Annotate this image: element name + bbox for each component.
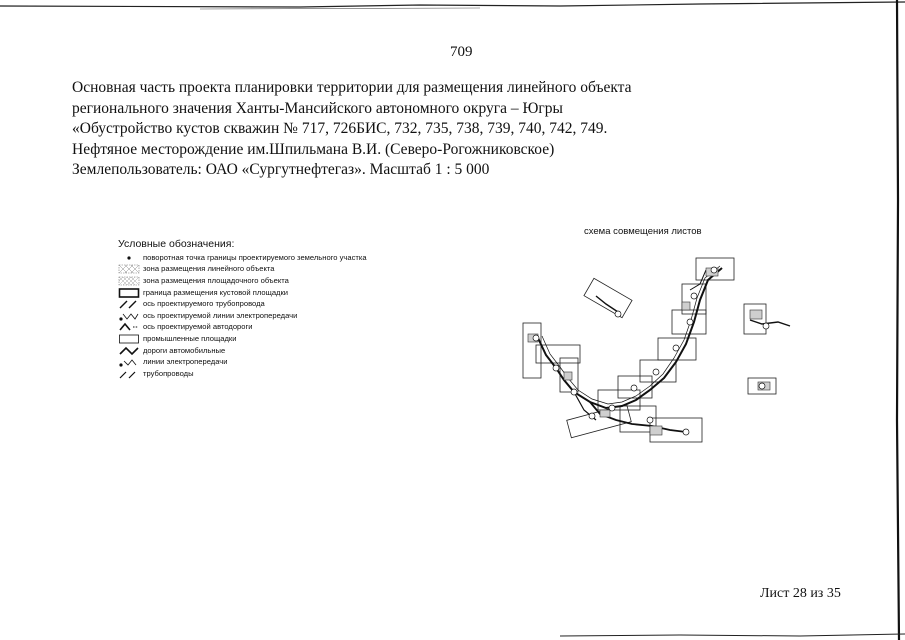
legend-item-label: зона размещения площадочного объекта [143,275,289,285]
crosshatch-zone-icon [118,276,140,286]
legend-item-label: поворотная точка границы проектируемого земельного участка [143,252,367,262]
legend-item [118,310,438,322]
heading-line: Землепользователь: ОАО «Сургутнефтегаз». Масштаб 1 : 5 000 [72,161,490,178]
hatch-zone-icon [118,264,140,274]
pipeline-icon [118,369,140,379]
legend-item-label: ось проектируемой линии электропередачи [143,310,298,320]
heading-line: регионального значения Ханты-Мансийского автономного округа – Югры [72,99,563,117]
legend-item-label: трубопроводы [143,368,194,378]
legend-item [118,333,438,345]
legend-item-label: ось проектируемого трубопровода [143,299,265,309]
powerline-icon [118,357,140,367]
scan-edge-top [0,0,905,14]
page-number: 709 [450,44,473,60]
scheme-title: схема совмещения листов [584,226,702,237]
industrial-site-icon [118,334,140,344]
powerline-axis-icon [118,311,140,321]
legend-item-label: зона размещения линейного объекта [143,264,275,274]
sheet-frame [584,278,632,317]
legend-item-label: линии электропередачи [143,357,228,367]
legend-item [118,252,438,264]
sheet-frame [523,323,541,378]
heading-line: Основная часть проекта планировки территории для размещения линейного объекта [72,79,632,96]
road-axis-icon [118,322,140,332]
legend-item [118,345,438,357]
legend-title: Условные обозначения: [118,238,235,250]
legend-item [118,264,438,276]
legend-item [118,322,438,334]
legend-item [118,356,438,368]
dot-icon [118,253,140,263]
legend-item-label: промышленные площадки [143,333,237,343]
pad-boundary-icon [118,288,140,298]
legend-item [118,368,438,380]
legend-item-label: граница размещения кустовой площадки [143,287,289,297]
legend-item [118,298,438,310]
pipeline-axis-icon [118,299,140,309]
scan-edge-right [887,0,905,640]
heading-line: Нефтяное месторождение им.Шпильмана В.И. (Северо-Рогожниковское) [72,140,555,158]
road-icon [118,346,140,356]
legend-item [118,287,438,299]
scan-edge-bottom [560,628,905,640]
legend-item-label: дороги автомобильные [143,345,226,355]
sheet-counter: Лист 28 из 35 [760,586,841,601]
legend-item-label: ось проектируемой автодороги [143,322,253,332]
document-heading [72,78,652,181]
legend [118,238,438,380]
heading-line: «Обустройство кустов скважин № 717, 726БИС, 732, 735, 738, 739, 740, 742, 749. [72,120,608,137]
sheet-scheme-map [500,240,800,460]
legend-item [118,275,438,287]
